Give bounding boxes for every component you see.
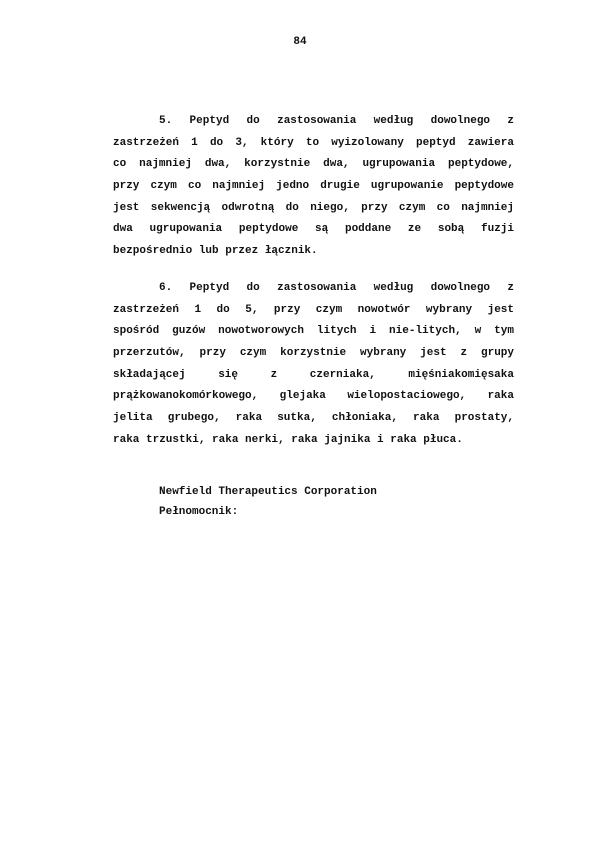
claim-5 xyxy=(113,111,514,263)
claim-6 xyxy=(113,278,514,452)
claim-line: jelita grubego, raka sutka, chłoniaka, raka prostaty, xyxy=(113,412,514,425)
claim-line: prążkowanokomórkowego, glejaka wielopostaciowego, raka xyxy=(113,390,514,403)
claim-line: raka trzustki, raka nerki, raka jajnika i raka płuca. xyxy=(113,433,463,446)
claim-line: przy czym co najmniej jedno drugie ugrupowanie peptydowe xyxy=(113,180,514,193)
attorney-label: Pełnomocnik: xyxy=(159,506,239,518)
claim-line: dwa ugrupowania peptydowe są poddane ze sobą fuzji xyxy=(113,223,514,236)
claim-line: zastrzeżeń 1 do 5, przy czym nowotwór wybrany jest xyxy=(113,303,514,316)
claim-line: składającej się z czerniaka, mięśniakomięsaka xyxy=(113,368,514,381)
page-number: 84 xyxy=(293,36,307,48)
signature-block xyxy=(159,482,377,522)
claim-line: co najmniej dwa, korzystnie dwa, ugrupowania peptydowe, xyxy=(113,158,514,171)
claim-line: przerzutów, przy czym korzystnie wybrany jest z grupy xyxy=(113,347,514,360)
claim-line: jest sekwencją odwrotną do niego, przy czym co najmniej xyxy=(113,201,514,214)
claim-line: zastrzeżeń 1 do 3, który to wyizolowany peptyd zawiera xyxy=(113,136,514,149)
company-name: Newfield Therapeutics Corporation xyxy=(159,486,377,498)
claim-line: spośród guzów nowotworowych litych i nie-litych, w tym xyxy=(113,325,514,338)
claim-line: 5. Peptyd do zastosowania według dowolnego z xyxy=(159,115,514,127)
claim-line: 6. Peptyd do zastosowania według dowolnego z xyxy=(159,282,514,294)
claim-line: bezpośrednio lub przez łącznik. xyxy=(113,245,318,258)
